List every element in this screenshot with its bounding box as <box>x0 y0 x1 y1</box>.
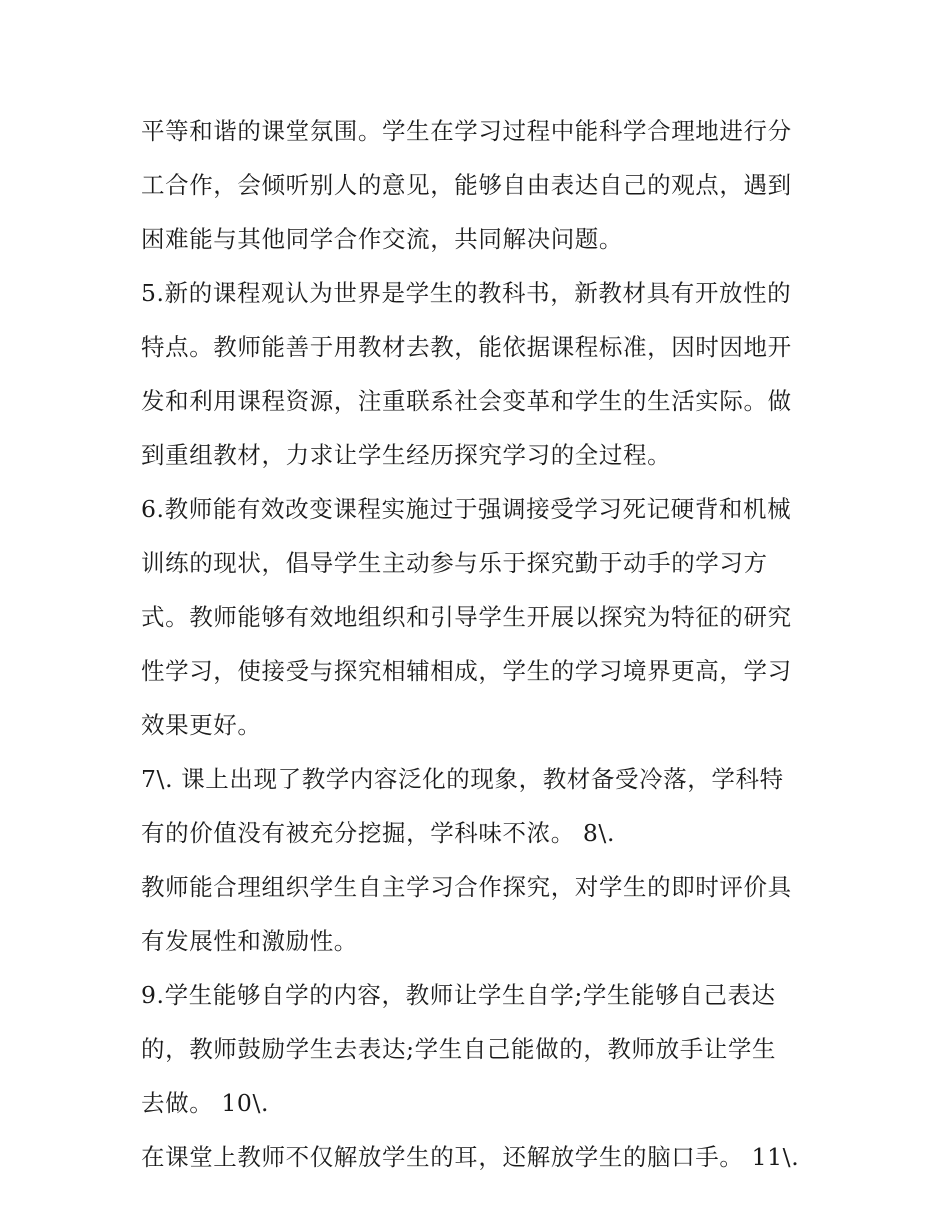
text-line: 在课堂上教师不仅解放学生的耳，还解放学生的脑口手。 11\. <box>141 1143 800 1171</box>
text-line: 式。教师能够有效地组织和引导学生开展以探究为特征的研究 <box>141 603 792 631</box>
text-line: 有的价值没有被充分挖掘，学科味不浓。 8\. <box>141 819 616 847</box>
body-text <box>141 104 821 1184</box>
text-line: 教师能合理组织学生自主学习合作探究，对学生的即时评价具 <box>141 873 792 901</box>
text-line: 平等和谐的课堂氛围。学生在学习过程中能科学合理地进行分 <box>141 117 792 145</box>
text-line: 特点。教师能善于用教材去教，能依据课程标准，因时因地开 <box>141 333 792 361</box>
text-line: 工合作，会倾听别人的意见，能够自由表达自己的观点，遇到 <box>141 171 792 199</box>
text-line: 去做。 10\. <box>141 1089 270 1117</box>
text-line: 到重组教材，力求让学生经历探究学习的全过程。 <box>141 441 672 469</box>
text-line: 9.学生能够自学的内容，教师让学生自学;学生能够自己表达 <box>141 981 776 1009</box>
text-line: 训练的现状，倡导学生主动参与乐于探究勤于动手的学习方 <box>141 549 768 577</box>
text-line: 性学习，使接受与探究相辅相成，学生的学习境界更高，学习 <box>141 657 792 685</box>
text-line: 5.新的课程观认为世界是学生的教科书，新教材具有开放性的 <box>141 279 792 307</box>
text-line: 6.教师能有效改变课程实施过于强调接受学习死记硬背和机械 <box>141 495 792 523</box>
text-line: 7\. 课上出现了教学内容泛化的现象，教材备受冷落，学科特 <box>141 765 784 793</box>
text-line: 困难能与其他同学合作交流，共同解决问题。 <box>141 225 623 253</box>
text-line: 的，教师鼓励学生去表达;学生自己能做的，教师放手让学生 <box>141 1035 777 1063</box>
text-line: 有发展性和激励性。 <box>141 927 358 955</box>
text-line: 发和利用课程资源，注重联系社会变革和学生的生活实际。做 <box>141 387 792 415</box>
text-line: 效果更好。 <box>141 711 262 739</box>
